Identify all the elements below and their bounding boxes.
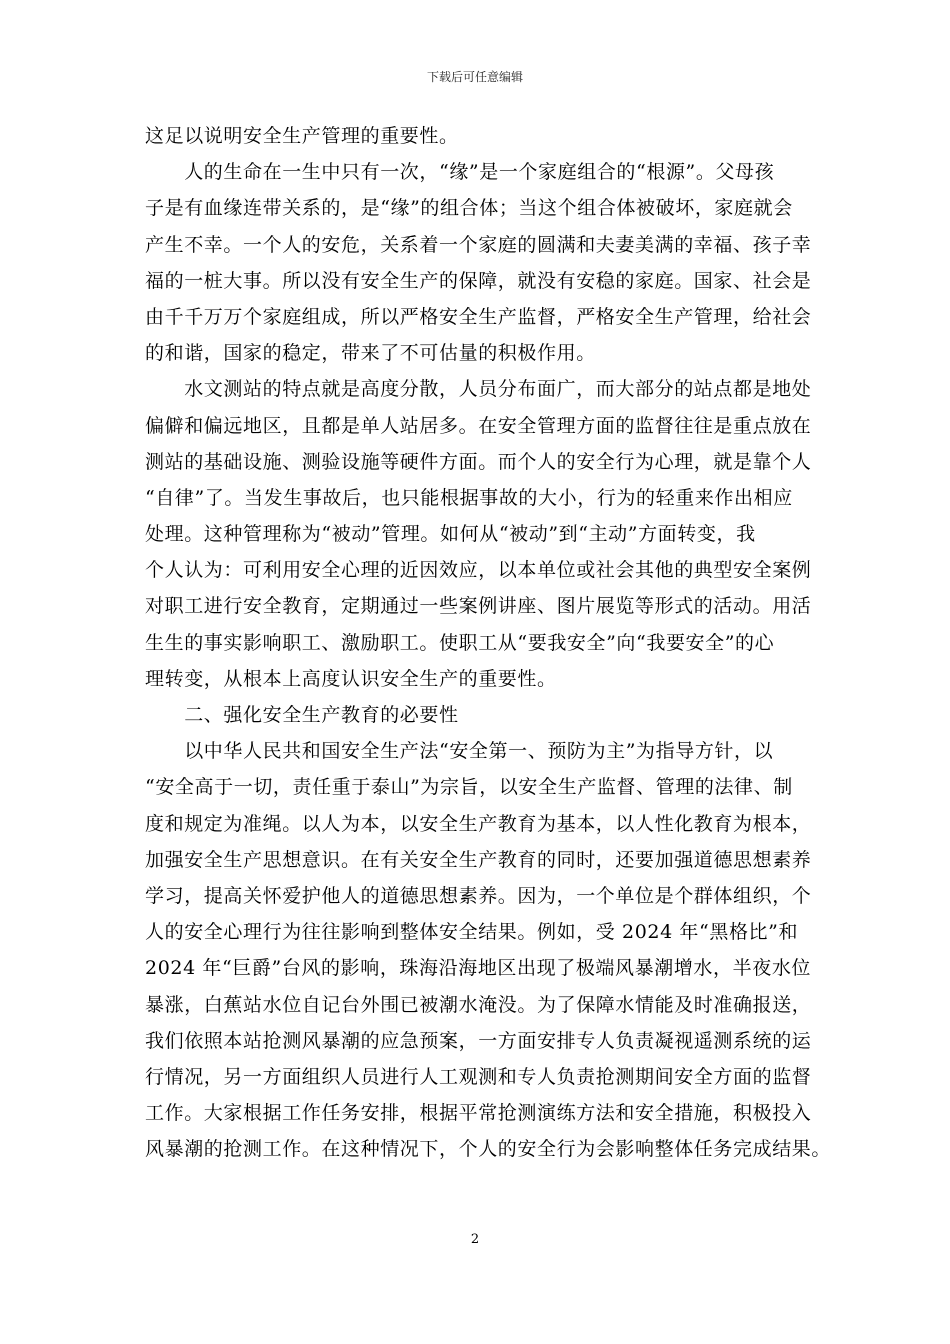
text-line: 偏僻和偏远地区，且都是单人站居多。在安全管理方面的监督往往是重点放在 <box>145 414 812 437</box>
text-line: 加强安全生产思想意识。在有关安全生产教育的同时，还要加强道德思想素养 <box>145 848 812 871</box>
text-line: 产生不幸。一个人的安危，关系着一个家庭的圆满和夫妻美满的幸福、孩子幸 <box>145 233 812 256</box>
text-line: 人的安全心理行为往往影响到整体安全结果。例如，受 2024 年“黑格比”和 <box>145 921 799 944</box>
text-line: “安全高于一切，责任重于泰山”为宗旨，以安全生产监督、管理的法律、制 <box>145 776 793 799</box>
text-line: 生生的事实影响职工、激励职工。使职工从“要我安全”向“我要安全”的心 <box>145 631 775 654</box>
text-line: 这足以说明安全生产管理的重要性。 <box>145 125 459 147</box>
text-line: 度和规定为准绳。以人为本，以安全生产教育为基本，以人性化教育为根本， <box>145 812 812 835</box>
text-line: 处理。这种管理称为“被动”管理。如何从“被动”到“主动”方面转变，我 <box>145 523 756 546</box>
text-line: 由千千万万个家庭组成，所以严格安全生产监督，严格安全生产管理，给社会 <box>145 305 812 328</box>
text-line: “自律”了。当发生事故后，也只能根据事故的大小，行为的轻重来作出相应 <box>145 486 793 509</box>
text-line: 个人认为：可利用安全心理的近因效应，以本单位或社会其他的典型安全案例 <box>145 559 812 582</box>
text-line: 人的生命在一生中只有一次，“缘”是一个家庭组合的“根源”。父母孩 <box>145 161 775 184</box>
text-line: 工作。大家根据工作任务安排，根据平常抢测演练方法和安全措施，积极投入 <box>145 1102 812 1125</box>
text-line: 暴涨，白蕉站水位自记台外围已被潮水淹没。为了保障水情能及时准确报送， <box>145 993 812 1016</box>
text-line: 对职工进行安全教育，定期通过一些案例讲座、图片展览等形式的活动。用活 <box>145 595 812 618</box>
text-line: 风暴潮的抢测工作。在这种情况下，个人的安全行为会影响整体任务完成结果。 <box>145 1138 832 1161</box>
text-line: 行情况，另一方面组织人员进行人工观测和专人负责抢测期间安全方面的监督 <box>145 1065 812 1088</box>
text-line: 子是有血缘连带关系的，是“缘”的组合体；当这个组合体被破坏，家庭就会 <box>145 197 793 220</box>
text-line: 以中华人民共和国安全生产法“安全第一、预防为主”为指导方针，以 <box>145 740 774 763</box>
page-header: 下载后可任意编辑 <box>426 70 523 84</box>
text-line: 理转变，从根本上高度认识安全生产的重要性。 <box>145 667 557 690</box>
page-number: 2 <box>470 1232 480 1247</box>
text-line: 水文测站的特点就是高度分散，人员分布面广，而大部分的站点都是地处 <box>145 378 812 401</box>
text-line: 学习，提高关怀爱护他人的道德思想素养。因为，一个单位是个群体组织，个 <box>145 884 812 907</box>
text-line: 测站的基础设施、测验设施等硬件方面。而个人的安全行为心理，就是靠个人 <box>145 450 812 473</box>
text-line: 我们依照本站抢测风暴潮的应急预案，一方面安排专人负责凝视遥测系统的运 <box>145 1029 812 1052</box>
text-line: 2024 年“巨爵”台风的影响，珠海沿海地区出现了极端风暴潮增水，半夜水位 <box>145 957 812 980</box>
text-line: 的和谐，国家的稳定，带来了不可估量的积极作用。 <box>145 342 596 365</box>
text-line: 二、强化安全生产教育的必要性 <box>145 704 459 726</box>
document-body <box>145 118 832 1167</box>
text-line: 福的一桩大事。所以没有安全生产的保障，就没有安稳的家庭。国家、社会是 <box>145 269 812 292</box>
